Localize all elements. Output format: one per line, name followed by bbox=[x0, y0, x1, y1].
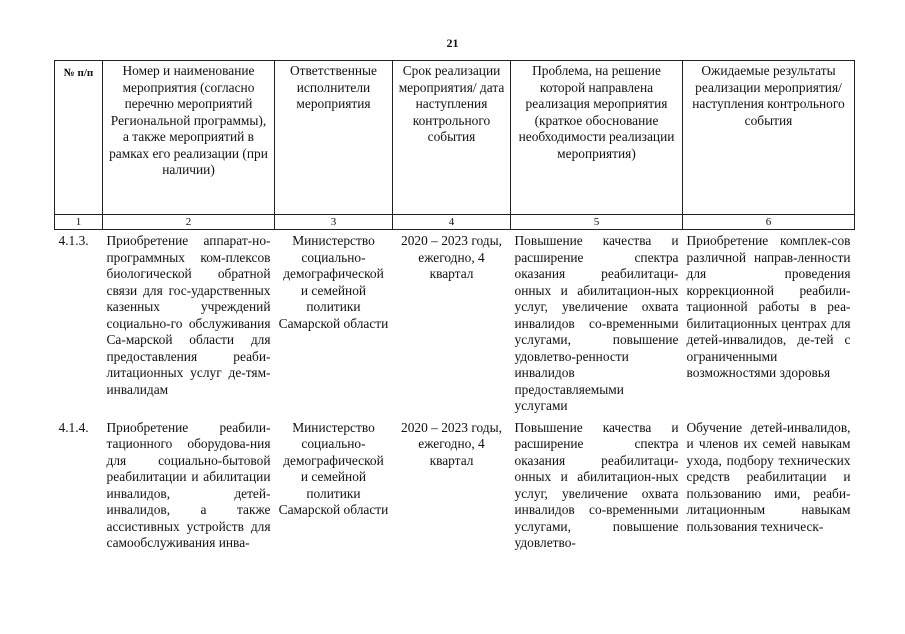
header-term: Срок реализации мероприятия/ дата наступления контрольного события bbox=[393, 61, 511, 215]
row-id: 4.1.4. bbox=[58, 419, 89, 435]
implementation-term: 2020 – 2023 годы, ежегодно, 4 квартал bbox=[401, 233, 502, 281]
responsible-executor: Министерство социально-демографической и семейной политики Самарской области bbox=[278, 419, 389, 517]
row-id: 4.1.3. bbox=[58, 233, 89, 248]
header-responsible: Ответственные исполнители мероприятия bbox=[275, 61, 393, 215]
measure-name: Приобретение реабили-тационного оборудова-ния для социально-бытовой реабилитации и абилитации инвалидов, детей-инвалидов, а также ассистивных устройств для самообслуживания инва- bbox=[106, 419, 271, 550]
header-number: № п/п bbox=[55, 61, 103, 215]
measure-name: Приобретение аппарат-но-программных ком-плексов биологической обратной связи для гос-ударственных казенных учреждений социально-го обслуживания Са-марской области для предоставления реаби-литационных услуг де-тям-инвалидам bbox=[106, 233, 271, 397]
header-problem: Проблема, на решение которой направлена реализация мероприятия (краткое обоснование необходимости реализации мероприятия) bbox=[511, 61, 683, 215]
table-row bbox=[55, 230, 855, 417]
column-number-row bbox=[55, 215, 855, 230]
problem-description: Повышение качества и расширение спектра оказания реабилитаци-онных и абилитацион-ных услуг, увеличение охвата инвалидов со-временными услугами, повышение удовлетво-ренности инвалидов предоставляемыми услугами bbox=[514, 233, 679, 413]
header-expected-results: Ожидаемые результаты реализации мероприятия/ наступления контрольного события bbox=[683, 61, 855, 215]
header-row bbox=[55, 61, 855, 215]
table-row bbox=[55, 417, 855, 554]
problem-description: Повышение качества и расширение спектра оказания реабилитаци-онных и абилитацион-ных услуг, увеличение охвата инвалидов со-временными услугами, повышение удовлетво- bbox=[514, 419, 679, 550]
expected-result: Приобретение комплек-сов различной направ-ленности для проведения коррекционной реабили-тационной работы в реа-билитационных центрах для детей-инвалидов, де-тей с ограниченными возможностями здоровья bbox=[686, 233, 851, 380]
column-number: 6 bbox=[683, 215, 855, 230]
column-number: 1 bbox=[55, 215, 103, 230]
page-number: 21 bbox=[446, 36, 459, 50]
expected-result: Обучение детей-инвалидов, и членов их семей навыкам ухода, подбору технических средств реабилитации и пользованию ими, реаби-литационным навыкам пользования техническ- bbox=[686, 419, 851, 534]
implementation-term: 2020 – 2023 годы, ежегодно, 4 квартал bbox=[401, 419, 502, 468]
responsible-executor: Министерство социально-демографической и семейной политики Самарской области bbox=[278, 233, 389, 331]
column-number: 4 bbox=[393, 215, 511, 230]
measures-table bbox=[54, 60, 855, 554]
header-measure-name: Номер и наименование мероприятия (согласно перечню мероприятий Региональной программы), а также мероприятий в рамках его реализации (при наличии) bbox=[103, 61, 275, 215]
column-number: 2 bbox=[103, 215, 275, 230]
column-number: 5 bbox=[511, 215, 683, 230]
column-number: 3 bbox=[275, 215, 393, 230]
